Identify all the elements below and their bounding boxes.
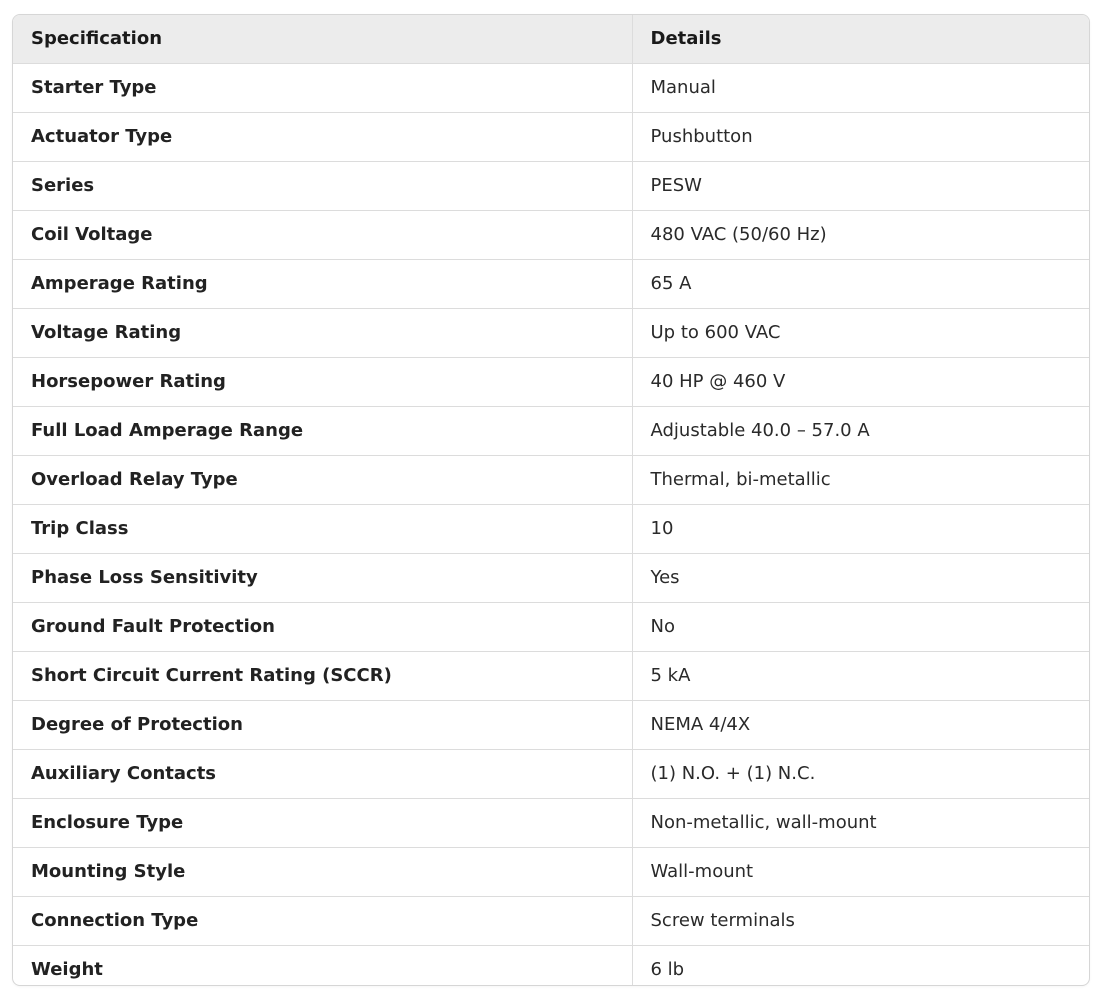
spec-name: Coil Voltage — [13, 211, 632, 260]
spec-name: Phase Loss Sensitivity — [13, 554, 632, 603]
table-row — [13, 358, 1089, 407]
spec-value: Screw terminals — [632, 897, 1089, 946]
spec-name: Auxiliary Contacts — [13, 750, 632, 799]
spec-value: 10 — [632, 505, 1089, 554]
table-row — [13, 113, 1089, 162]
spec-name: Amperage Rating — [13, 260, 632, 309]
spec-value: 6 lb — [650, 959, 685, 980]
table-row — [13, 603, 1089, 652]
table-row — [13, 309, 1089, 358]
table-row — [13, 848, 1089, 897]
spec-table-container — [12, 14, 1090, 986]
table-row — [13, 162, 1089, 211]
spec-name: Horsepower Rating — [13, 358, 632, 407]
spec-value: Adjustable 40.0 – 57.0 A — [632, 407, 1089, 456]
spec-table-body — [13, 64, 1089, 987]
spec-name: Short Circuit Current Rating (SCCR) — [13, 652, 632, 701]
spec-value: 40 HP @ 460 V — [632, 358, 1089, 407]
table-row — [13, 407, 1089, 456]
spec-value: (1) N.O. + (1) N.C. — [632, 750, 1089, 799]
header-details: Details — [632, 15, 1089, 64]
spec-value: No — [632, 603, 1089, 652]
spec-name: Voltage Rating — [13, 309, 632, 358]
table-row — [13, 554, 1089, 603]
spec-name: Series — [13, 162, 632, 211]
spec-name: Starter Type — [13, 64, 632, 113]
spec-name: Overload Relay Type — [13, 456, 632, 505]
spec-value: Thermal, bi-metallic — [632, 456, 1089, 505]
spec-value: Wall-mount — [632, 848, 1089, 897]
spec-value: Non-metallic, wall-mount — [632, 799, 1089, 848]
spec-table — [13, 15, 1089, 986]
table-row — [13, 701, 1089, 750]
spec-value: NEMA 4/4X — [632, 701, 1089, 750]
table-row — [13, 456, 1089, 505]
spec-name: Mounting Style — [13, 848, 632, 897]
spec-name: Connection Type — [13, 897, 632, 946]
spec-name: Enclosure Type — [13, 799, 632, 848]
spec-name: Trip Class — [13, 505, 632, 554]
spec-value: Up to 600 VAC — [632, 309, 1089, 358]
table-row — [13, 211, 1089, 260]
table-row — [13, 652, 1089, 701]
spec-name: Full Load Amperage Range — [13, 407, 632, 456]
table-row — [13, 750, 1089, 799]
spec-value: 5 kA — [632, 652, 1089, 701]
spec-name: Ground Fault Protection — [13, 603, 632, 652]
table-row — [13, 260, 1089, 309]
spec-value: PESW — [632, 162, 1089, 211]
table-row — [13, 946, 1089, 987]
table-header-row — [13, 15, 1089, 64]
spec-value: 480 VAC (50/60 Hz) — [632, 211, 1089, 260]
spec-value: Manual — [632, 64, 1089, 113]
table-row — [13, 64, 1089, 113]
table-row — [13, 505, 1089, 554]
table-row — [13, 799, 1089, 848]
spec-name: Weight — [13, 946, 632, 987]
spec-value: 65 A — [632, 260, 1089, 309]
spec-value: Pushbutton — [632, 113, 1089, 162]
spec-name: Actuator Type — [13, 113, 632, 162]
table-row — [13, 897, 1089, 946]
header-specification: Specification — [13, 15, 632, 64]
spec-value: Yes — [632, 554, 1089, 603]
spec-name: Degree of Protection — [13, 701, 632, 750]
